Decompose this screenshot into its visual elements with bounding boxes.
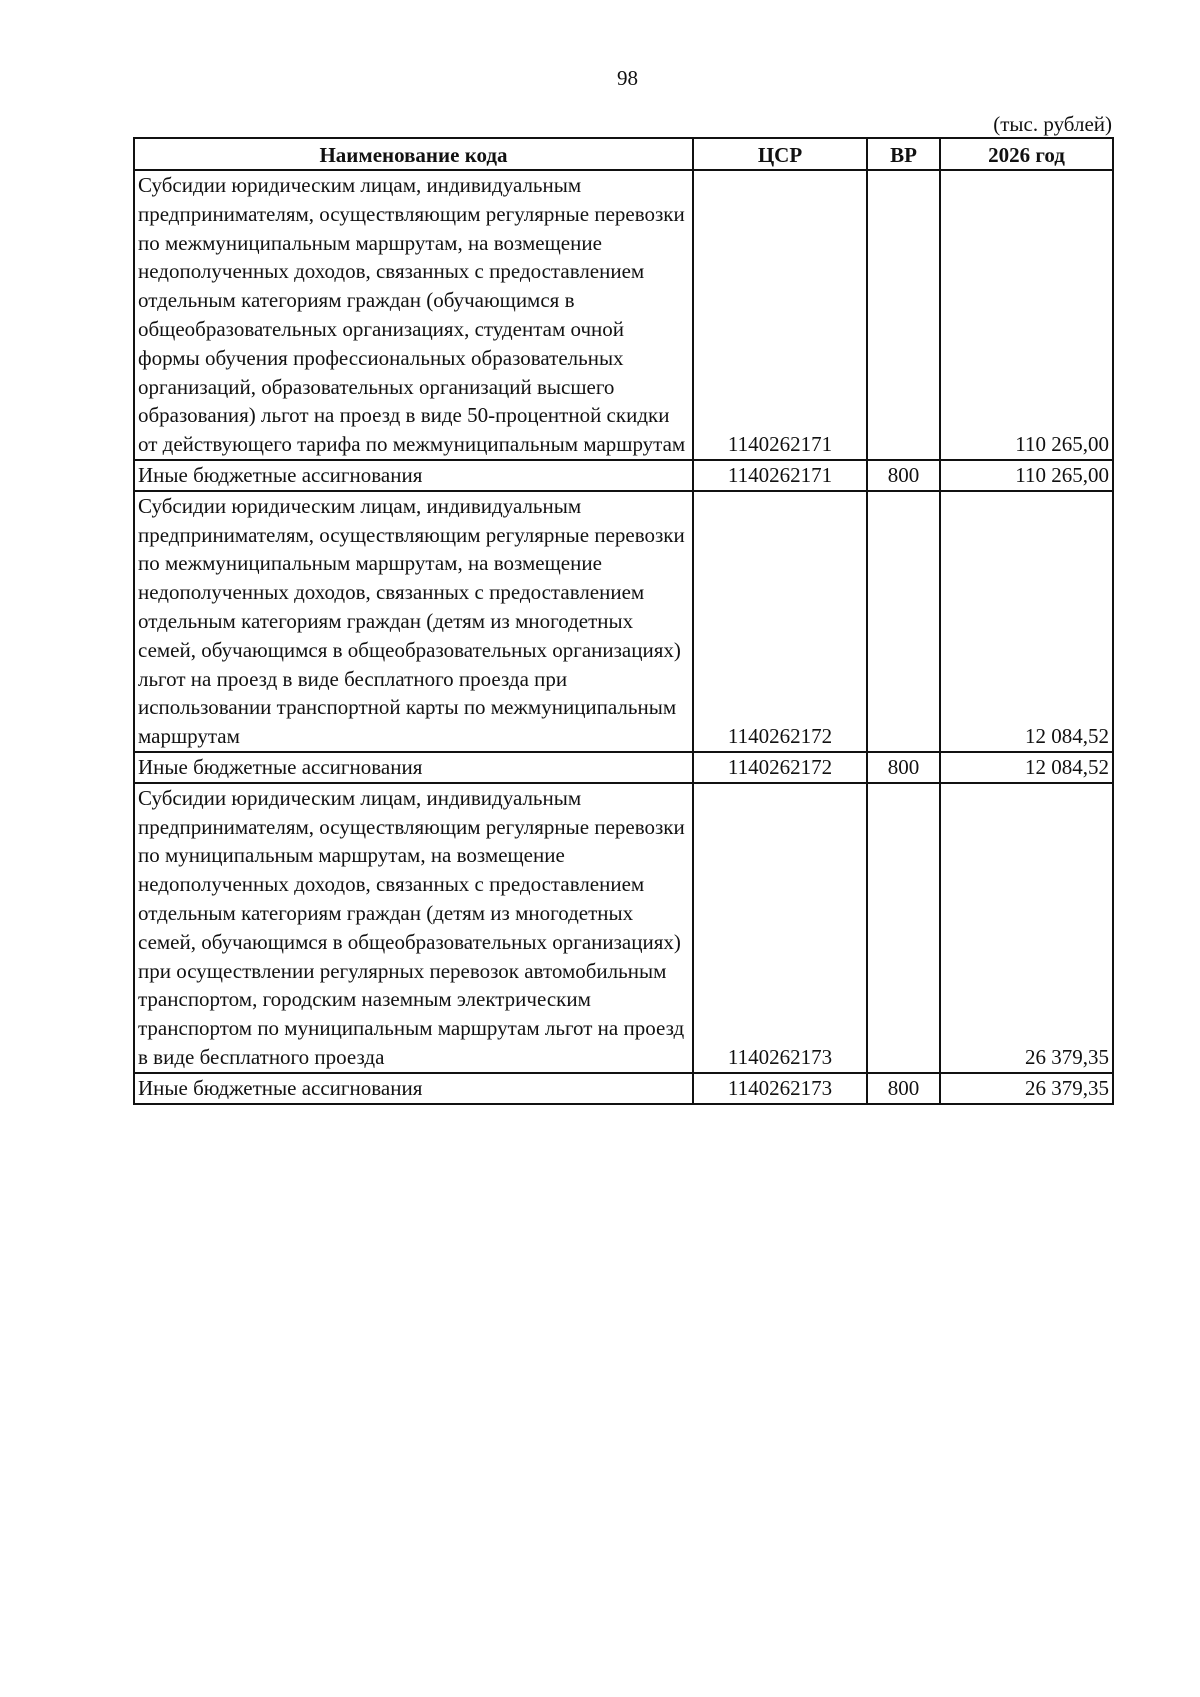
row-name: Субсидии юридическим лицам, индивидуальным предпринимателям, осуществляющим регулярные перевозки по межмуниципальным маршрутам, на возмещение недополученных доходов, связанных с предоставлением отдельным категориям граждан (детям из многодетных семей, обучающимся в общеобразовательных организациях) льгот на проезд в виде бесплатного проезда при использовании транспортной карты по межмуниципальным маршрутам [134, 491, 693, 752]
row-vr: 800 [867, 1073, 940, 1104]
row-vr [867, 491, 940, 752]
table-row [134, 170, 1113, 460]
table-header-row [134, 138, 1113, 170]
header-csr: ЦСР [693, 138, 867, 170]
table-row [134, 783, 1113, 1073]
row-name: Иные бюджетные ассигнования [134, 460, 693, 491]
row-name: Субсидии юридическим лицам, индивидуальным предпринимателям, осуществляющим регулярные перевозки по межмуниципальным маршрутам, на возмещение недополученных доходов, связанных с предоставлением отдельным категориям граждан (обучающимся в общеобразовательных организациях, студентам очной формы обучения профессиональных образовательных организаций, образовательных организаций высшего образования) льгот на проезд в виде 50-процентной скидки от действующего тарифа по межмуниципальным маршрутам [134, 170, 693, 460]
header-name: Наименование кода [134, 138, 693, 170]
row-csr: 1140262173 [693, 1073, 867, 1104]
row-csr: 1140262172 [693, 491, 867, 752]
row-vr [867, 783, 940, 1073]
table-row [134, 491, 1113, 752]
row-vr: 800 [867, 752, 940, 783]
row-sum: 110 265,00 [940, 170, 1113, 460]
row-sum: 26 379,35 [940, 1073, 1113, 1104]
row-csr: 1140262172 [693, 752, 867, 783]
header-vr: ВР [867, 138, 940, 170]
row-name: Субсидии юридическим лицам, индивидуальным предпринимателям, осуществляющим регулярные перевозки по муниципальным маршрутам, на возмещение недополученных доходов, связанных с предоставлением отдельным категориям граждан (детям из многодетных семей, обучающимся в общеобразовательных организациях) при осуществлении регулярных перевозок автомобильным транспортом, городским наземным электрическим транспортом по муниципальным маршрутам льгот на проезд в виде бесплатного проезда [134, 783, 693, 1073]
row-sum: 26 379,35 [940, 783, 1113, 1073]
budget-table [133, 137, 1114, 1105]
table-row [134, 460, 1113, 491]
row-csr: 1140262171 [693, 460, 867, 491]
row-sum: 12 084,52 [940, 752, 1113, 783]
row-sum: 110 265,00 [940, 460, 1113, 491]
row-vr [867, 170, 940, 460]
page-number: 98 [617, 66, 638, 90]
header-sum: 2026 год [940, 138, 1113, 170]
row-csr: 1140262171 [693, 170, 867, 460]
table-row [134, 1073, 1113, 1104]
units-label: (тыс. рублей) [993, 112, 1112, 136]
row-vr: 800 [867, 460, 940, 491]
row-name: Иные бюджетные ассигнования [134, 752, 693, 783]
row-name: Иные бюджетные ассигнования [134, 1073, 693, 1104]
row-sum: 12 084,52 [940, 491, 1113, 752]
row-csr: 1140262173 [693, 783, 867, 1073]
table-row [134, 752, 1113, 783]
